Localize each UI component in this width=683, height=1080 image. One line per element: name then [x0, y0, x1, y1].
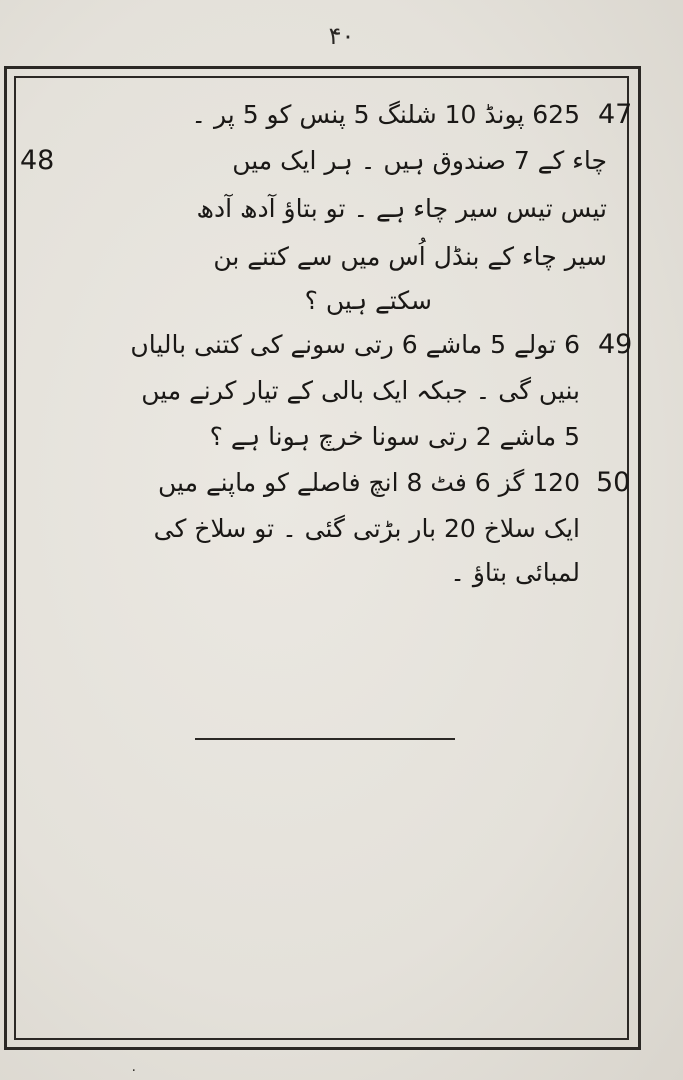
page-number: ۴۰ — [328, 22, 355, 50]
problem-text-line: چاء کے 7 صندوق ہیں ۔ ہر ایک میں — [232, 146, 607, 175]
problem-number: 48 — [20, 145, 55, 176]
problem-text-line: 5 ماشے 2 رتی سونا خرچ ہونا ہے ؟ — [209, 422, 580, 451]
problem-text-line: 6 تولے 5 ماشے 6 رتی سونے کی کتنی بالیاں — [130, 330, 580, 359]
problem-48-line-4 — [22, 280, 620, 322]
problem-49-line-2 — [22, 370, 620, 412]
problem-number: 47 — [598, 99, 633, 130]
problem-text-line: لمبائی بتاؤ ۔ — [450, 558, 580, 587]
problem-49 — [22, 324, 633, 366]
problem-48 — [22, 140, 620, 182]
problem-50-line-2 — [22, 508, 620, 550]
problem-text-line: ایک سلاخ 20 بار بڑتی گئی ۔ تو سلاخ کی — [153, 514, 580, 543]
problem-text-line: بنیں گی ۔ جبکہ ایک بالی کے تیار کرنے میں — [141, 376, 580, 405]
problem-text-line: تیس تیس سیر چاء ہے ۔ تو بتاؤ آدھ آدھ — [196, 194, 607, 223]
problem-50-line-3 — [22, 552, 620, 594]
problem-text-line: 625 پونڈ 10 شلنگ 5 پنس کو 5 پر ۔ — [191, 100, 580, 129]
bottom-mark: ۰ — [130, 1062, 138, 1078]
problem-number: 49 — [598, 329, 633, 360]
problem-48-line-2 — [22, 188, 620, 230]
problem-48-line-3 — [22, 236, 620, 278]
problem-text-line: سکتے ہیں ؟ — [304, 286, 432, 315]
problem-49-line-3 — [22, 416, 620, 458]
problem-text-line: سیر چاء کے بنڈل اُس میں سے کتنے بن — [213, 242, 607, 271]
problem-50 — [22, 462, 631, 504]
problem-number: 50 — [596, 467, 631, 498]
problem-47 — [22, 94, 633, 136]
problem-text-line: 120 گز 6 فٹ 8 انچ فاصلے کو ماپنے میں — [158, 468, 580, 497]
section-divider — [195, 738, 455, 740]
